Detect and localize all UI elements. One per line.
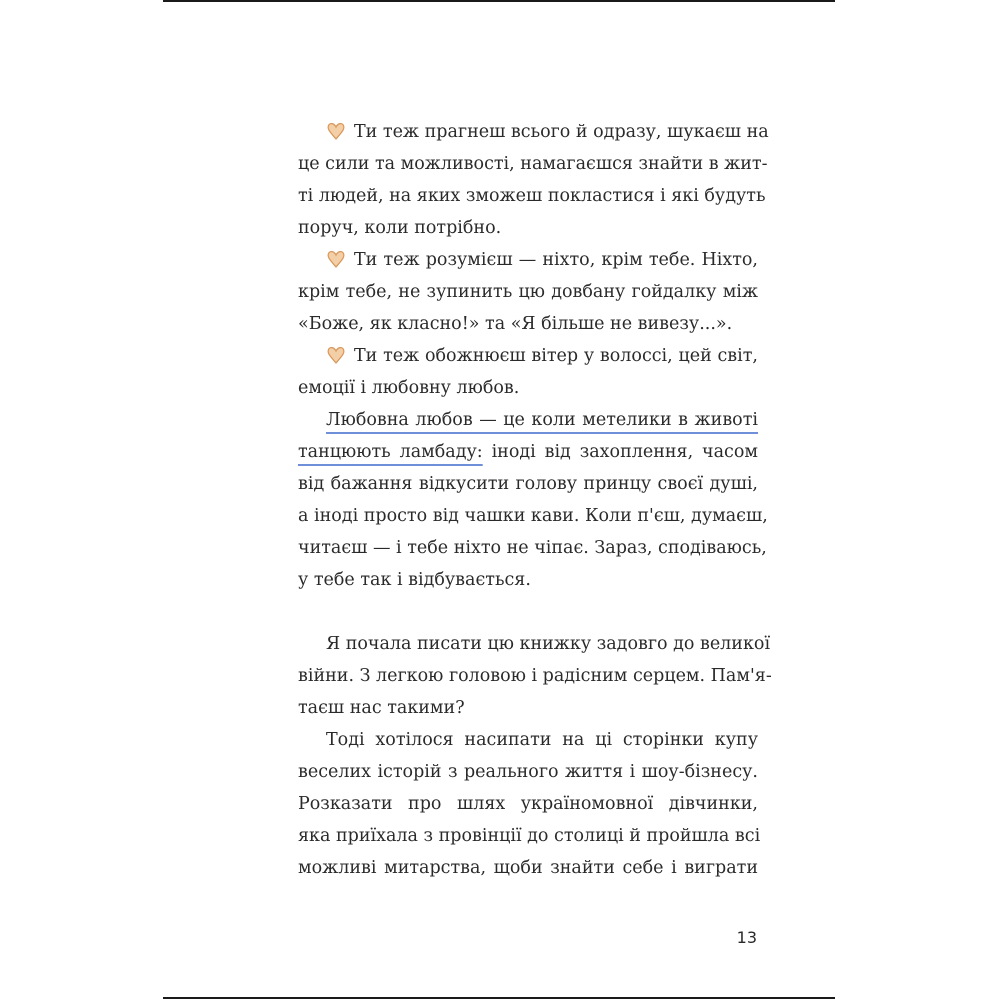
heart-bullet-paragraph bbox=[298, 340, 758, 404]
paragraph bbox=[298, 404, 768, 596]
bottom-border-line bbox=[163, 997, 835, 999]
underlined-phrase: Любовна любов — це коли метелики в животі bbox=[326, 410, 758, 430]
heart-icon bbox=[326, 249, 348, 269]
heart-bullet-paragraph bbox=[298, 116, 769, 244]
text-line: таєш нас такими? bbox=[298, 698, 465, 718]
text-line: війни. З легкою головою і радісним серцем. Пам'я- bbox=[298, 666, 772, 686]
paragraph bbox=[298, 628, 772, 724]
text-line: від бажання відкусити голову принцу своєї душі, bbox=[298, 474, 758, 494]
text-line: веселих історій з реального життя і шоу-бізнесу. bbox=[298, 762, 758, 782]
text-line: це сили та можливості, намагаєшся знайти в жит- bbox=[298, 154, 768, 174]
text-line: «Боже, як класно!» та «Я більше не вивезу...». bbox=[298, 314, 733, 334]
page-number: 13 bbox=[736, 928, 757, 947]
heart-icon bbox=[326, 345, 348, 365]
text-line: ті людей, на яких зможеш покластися і які будуть bbox=[298, 186, 766, 206]
text-line: Розказати про шлях україномовної дівчинки, bbox=[298, 794, 758, 814]
heart-icon bbox=[326, 121, 348, 141]
text-line: у тебе так і відбувається. bbox=[298, 570, 531, 590]
text-line: а іноді просто від чашки кави. Коли п'єш, думаєш, bbox=[298, 506, 768, 526]
text-line: яка приїхала з провінції до столиці й пройшла всі bbox=[298, 826, 761, 846]
page-body bbox=[298, 116, 772, 884]
text-line: емоції і любовну любов. bbox=[298, 378, 520, 398]
text-line: Тоді хотілося насипати на ці сторінки купу bbox=[326, 730, 758, 750]
text-line: Я почала писати цю книжку задовго до великої bbox=[326, 634, 771, 654]
paragraph bbox=[298, 724, 761, 884]
text-line: читаєш — і тебе ніхто не чіпає. Зараз, сподіваюсь, bbox=[298, 538, 767, 558]
text-line: Ти теж прагнеш всього й одразу, шукаєш на bbox=[298, 116, 758, 148]
text-line: поруч, коли потрібно. bbox=[298, 218, 502, 238]
text-line bbox=[298, 404, 758, 436]
text-line: крім тебе, не зупинить цю довбану гойдалку між bbox=[298, 282, 758, 302]
underlined-phrase: танцюють ламбаду: bbox=[298, 442, 483, 462]
heart-bullet-paragraph bbox=[298, 244, 758, 340]
top-border-line bbox=[163, 0, 835, 2]
text-line: Ти теж розумієш — ніхто, крім тебе. Ніхто, bbox=[298, 244, 758, 276]
text-line: танцюють ламбаду: іноді від захоплення, часом bbox=[298, 442, 758, 462]
text-line: можливі митарства, щоби знайти себе і виграти bbox=[298, 858, 758, 878]
section-gap bbox=[298, 596, 758, 628]
text-line: Ти теж обожнюєш вітер у волоссі, цей світ, bbox=[298, 340, 758, 372]
